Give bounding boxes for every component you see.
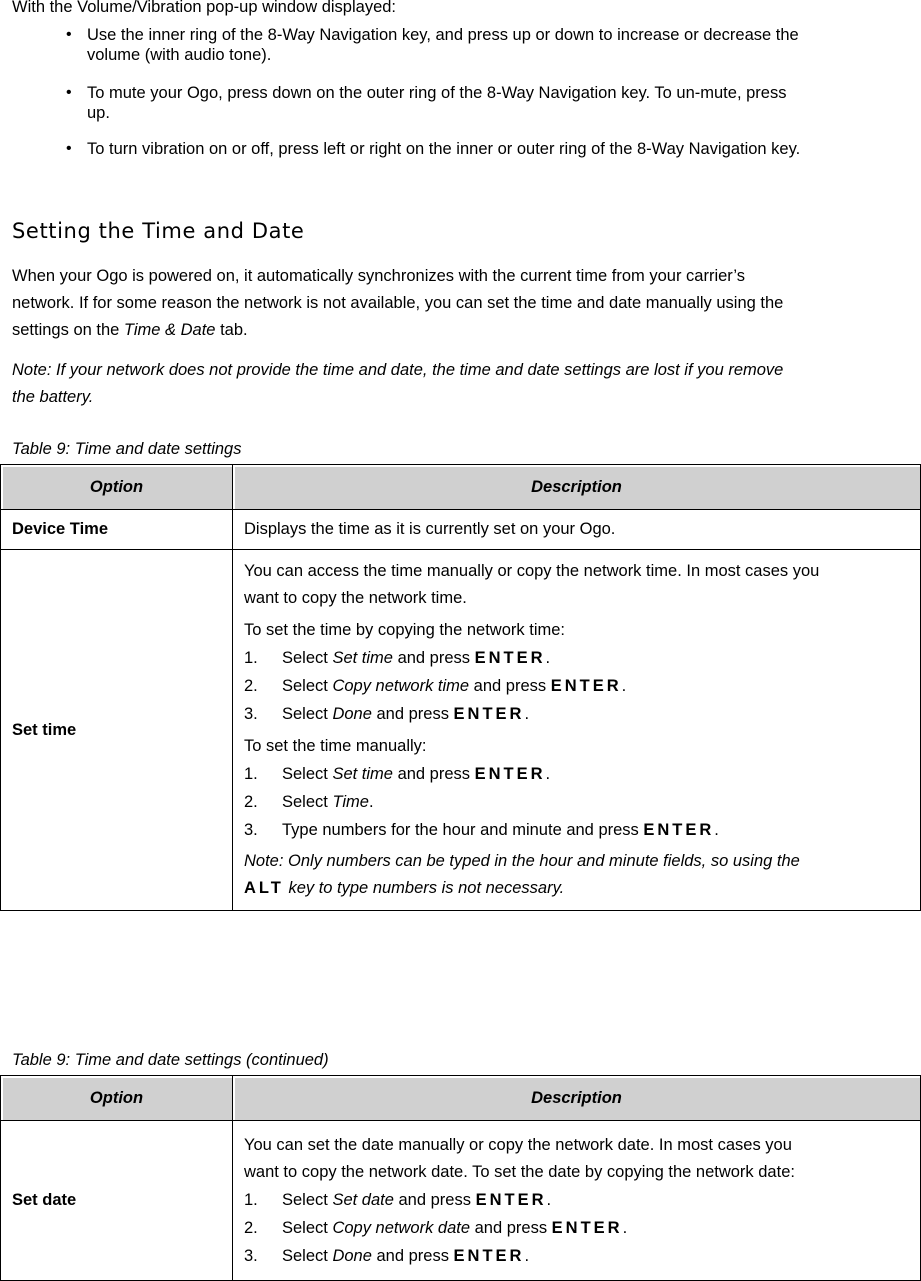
bullet-item: Use the inner ring of the 8-Way Navigation key, and press up or down to increase or decrease the volume (with audio tone).	[87, 26, 799, 64]
option-cell: Set date	[1, 1121, 233, 1281]
bullet-icon: •	[66, 84, 72, 101]
bullet-item: To turn vibration on or off, press left or right on the inner or outer ring of the 8-Way Navigation key.	[87, 140, 801, 158]
list-item: 3. Select Done and press ENTER.	[244, 1246, 530, 1265]
option-cell: Device Time	[1, 510, 233, 550]
set-time-note: Note: Only numbers can be typed in the hour and minute fields, so using the ALT key to type numbers is not necessary.	[244, 852, 800, 897]
table-row	[1, 510, 921, 550]
list-item: 2. Select Copy network date and press ENTER.	[244, 1218, 628, 1237]
time-date-table	[0, 464, 921, 911]
bullet-icon: •	[66, 26, 72, 43]
description-cell: Displays the time as it is currently set on your Ogo.	[233, 510, 921, 550]
description-cell: You can set the date manually or copy the network date. In most cases you want to copy the network date. To set the date by copying the network date: 1. Select Set date and press ENTER. 2. Select Copy network date and press ENTER. 3. Select Done and press ENTER.	[233, 1121, 921, 1281]
description-cell: You can access the time manually or copy the network time. In most cases you want to copy the network time. To set the time by copying the network time: 1. Select Set time and press ENTER. 2. Select Copy network time and press ENTER. 3. Select Done and press ENTER. To set the time manually: 1. Select Set time and press ENTER. 2. Select Time. 3. Type numbers for the hour and minute and press ENTER. Note: Only numbers can be typed in the hour and minute fields, so using the ALT key to type numbers is not necessary.	[233, 550, 921, 911]
table-caption: Table 9: Time and date settings (continued)	[12, 1051, 329, 1069]
list-item: 3. Select Done and press ENTER.	[244, 705, 530, 723]
table-row	[1, 550, 921, 911]
table-caption: Table 9: Time and date settings	[12, 440, 242, 458]
time-date-table-continued	[0, 1075, 921, 1281]
section-title: Setting the Time and Date	[12, 219, 305, 243]
list-item: 1. Select Set date and press ENTER.	[244, 1190, 552, 1209]
table-header-row	[1, 465, 921, 510]
list-item: 2. Select Time.	[244, 793, 374, 811]
option-header: Option	[1, 1076, 233, 1121]
description-header: Description	[233, 465, 921, 510]
option-header: Option	[1, 465, 233, 510]
bullet-icon: •	[66, 140, 72, 157]
table-header-row	[1, 1076, 921, 1121]
description-header: Description	[233, 1076, 921, 1121]
battery-note: Note: If your network does not provide the time and date, the time and date settings are lost if you remove the battery.	[12, 361, 784, 406]
table-row	[1, 1121, 921, 1281]
list-item: 1. Select Set time and press ENTER.	[244, 649, 551, 667]
list-item: 1. Select Set time and press ENTER.	[244, 765, 551, 783]
bullet-item: To mute your Ogo, press down on the outer ring of the 8-Way Navigation key. To un-mute, press up.	[87, 84, 787, 122]
option-cell: Set time	[1, 550, 233, 911]
intro-text: With the Volume/Vibration pop-up window displayed:	[12, 0, 397, 16]
list-item: 3. Type numbers for the hour and minute and press ENTER.	[244, 821, 719, 839]
body-paragraph: When your Ogo is powered on, it automatically synchronizes with the current time from your carrier’s network. If for some reason the network is not available, you can set the time and date manually using the settings on the Time & Date tab.	[12, 267, 784, 339]
list-item: 2. Select Copy network time and press ENTER.	[244, 677, 627, 695]
